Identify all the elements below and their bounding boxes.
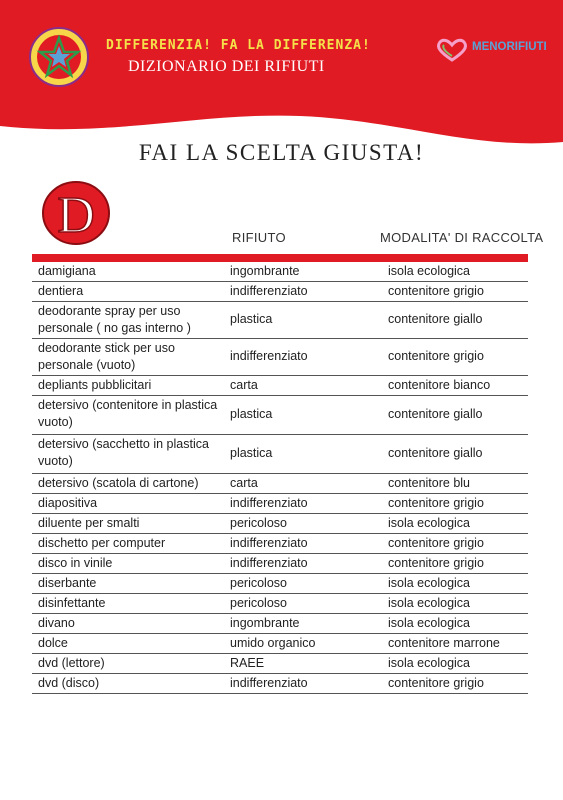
- table-row: [32, 376, 528, 396]
- column-header-rifiuto: RIFIUTO: [232, 230, 286, 245]
- row-type: carta: [230, 378, 258, 392]
- star-logo-icon: [28, 26, 90, 88]
- table-row: [32, 494, 528, 514]
- row-method: contenitore grigio: [388, 284, 484, 298]
- row-type: indifferenziato: [230, 284, 308, 298]
- row-item: disco in vinile: [38, 556, 113, 570]
- letter-badge-letter: D: [57, 187, 95, 244]
- brand-name: MENORIFIUTI: [472, 41, 547, 53]
- table-row: [32, 282, 528, 302]
- row-method: contenitore grigio: [388, 496, 484, 510]
- table-row: [32, 262, 528, 282]
- row-item: dolce: [38, 636, 68, 650]
- waste-table: [32, 262, 528, 694]
- page-title: FAI LA SCELTA GIUSTA!: [138, 140, 425, 165]
- row-method: contenitore grigio: [388, 349, 484, 363]
- row-type: ingombrante: [230, 264, 300, 278]
- row-item: detersivo (contenitore in plastica vuoto): [38, 398, 218, 429]
- row-item: detersivo (scatola di cartone): [38, 476, 199, 490]
- row-item: dvd (disco): [38, 676, 100, 690]
- row-type: pericoloso: [230, 596, 287, 610]
- row-type: plastica: [230, 446, 273, 460]
- table-row: [32, 534, 528, 554]
- table-row: [32, 654, 528, 674]
- row-item: diserbante: [38, 576, 97, 590]
- header-divider: [32, 254, 528, 262]
- table-row: [32, 634, 528, 654]
- row-method: contenitore blu: [388, 476, 471, 490]
- row-item: deodorante spray per uso personale ( no gas interno ): [38, 304, 191, 335]
- row-type: pericoloso: [230, 516, 287, 530]
- row-method: contenitore giallo: [388, 407, 483, 421]
- row-type: RAEE: [230, 656, 265, 670]
- row-method: isola ecologica: [388, 516, 470, 530]
- row-item: deodorante stick per uso personale (vuoto): [38, 341, 175, 372]
- row-type: plastica: [230, 312, 273, 326]
- table-row: [32, 614, 528, 634]
- row-type: umido organico: [230, 636, 316, 650]
- row-item: dvd (lettore): [38, 656, 105, 670]
- row-type: indifferenziato: [230, 556, 308, 570]
- row-method: contenitore grigio: [388, 536, 484, 550]
- row-item: dentiera: [38, 284, 84, 298]
- row-method: contenitore marrone: [388, 636, 500, 650]
- row-item: depliants pubblicitari: [38, 378, 152, 392]
- row-item: diapositiva: [38, 496, 98, 510]
- row-item: divano: [38, 616, 75, 630]
- row-method: isola ecologica: [388, 596, 470, 610]
- table-row: [32, 474, 528, 494]
- header-subtitle: DIZIONARIO DEI RIFIUTI: [128, 58, 325, 75]
- row-method: isola ecologica: [388, 576, 470, 590]
- row-item: disinfettante: [38, 596, 106, 610]
- table-row: [32, 674, 528, 694]
- letter-badge: [40, 176, 112, 248]
- table-row: [32, 574, 528, 594]
- row-method: contenitore giallo: [388, 446, 483, 460]
- row-type: pericoloso: [230, 576, 287, 590]
- table-row: [32, 554, 528, 574]
- row-method: contenitore giallo: [388, 312, 483, 326]
- row-method: contenitore grigio: [388, 556, 484, 570]
- table-row: [32, 396, 528, 435]
- row-item: dischetto per computer: [38, 536, 166, 550]
- table-row: [32, 514, 528, 534]
- row-method: contenitore bianco: [388, 378, 491, 392]
- row-type: indifferenziato: [230, 496, 308, 510]
- row-type: ingombrante: [230, 616, 300, 630]
- row-method: isola ecologica: [388, 264, 470, 278]
- table-row: [32, 339, 528, 376]
- letter-badge-circle-icon: [40, 176, 112, 248]
- row-type: plastica: [230, 407, 273, 421]
- row-item: damigiana: [38, 264, 96, 278]
- row-item: detersivo (sacchetto in plastica vuoto): [38, 437, 209, 468]
- row-type: carta: [230, 476, 258, 490]
- row-type: indifferenziato: [230, 536, 308, 550]
- row-type: indifferenziato: [230, 349, 308, 363]
- table-row: [32, 435, 528, 474]
- row-method: isola ecologica: [388, 656, 470, 670]
- header-title: DIFFERENZIA! FA LA DIFFERENZA!: [106, 38, 371, 53]
- table-row: [32, 302, 528, 339]
- table-row: [32, 594, 528, 614]
- column-header-modalita: MODALITA' DI RACCOLTA: [380, 230, 544, 245]
- row-method: contenitore grigio: [388, 676, 484, 690]
- row-type: indifferenziato: [230, 676, 308, 690]
- row-method: isola ecologica: [388, 616, 470, 630]
- row-item: diluente per smalti: [38, 516, 140, 530]
